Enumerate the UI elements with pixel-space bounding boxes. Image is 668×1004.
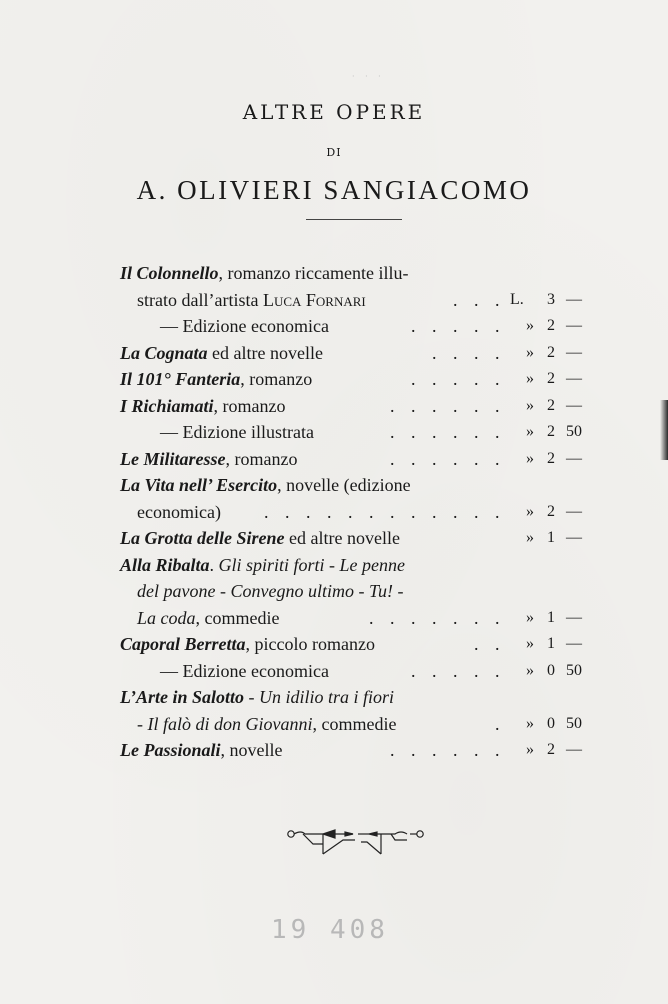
price-int: 2 — [547, 370, 555, 387]
price-int: 0 — [547, 714, 555, 732]
library-stamp: 19 408 — [271, 915, 389, 945]
italic-text: del pavone - Convegno ultimo - Tu! - — [137, 581, 404, 601]
entry-text — [137, 605, 279, 631]
price-dec: — — [566, 529, 582, 546]
author-name: A. OLIVIERI SANGIACOMO — [136, 175, 532, 205]
price-mark: » — [526, 529, 534, 546]
entry-description: , commedie — [312, 713, 397, 734]
entry-line — [0, 366, 668, 392]
entry-text — [120, 737, 283, 763]
entry-line — [0, 552, 668, 578]
italic-text: - Il falò di don Giovanni — [137, 713, 313, 734]
price-dec: 50 — [566, 423, 582, 440]
by-label: DI — [326, 146, 342, 159]
price-mark: » — [526, 396, 534, 414]
price-mark: » — [526, 449, 534, 467]
price-int: 2 — [547, 343, 555, 361]
entry-description: — Edizione economica — [160, 660, 329, 681]
dot-leader: . — [495, 713, 506, 734]
entry-text — [137, 287, 366, 313]
page-title: ALTRE OPERE — [242, 100, 426, 124]
price-int: 0 — [547, 661, 555, 679]
entry-text — [120, 631, 375, 657]
price-dec: 50 — [566, 661, 582, 679]
entry-description: , commedie — [195, 607, 280, 628]
work-title: La Cognata — [120, 342, 208, 363]
dot-leader: . . . . . . . — [369, 607, 506, 628]
work-title: L’Arte in Salotto — [120, 687, 245, 707]
entry-line — [0, 605, 668, 631]
entry-text — [120, 340, 323, 366]
price-mark: » — [526, 608, 534, 626]
entry-text — [120, 525, 400, 551]
price-dec: — — [566, 449, 582, 467]
work-title: Alla Ribalta — [120, 554, 210, 575]
entry-text — [137, 499, 221, 525]
entry-description: — Edizione economica — [160, 316, 329, 336]
entry-line — [0, 684, 668, 710]
entry-text — [120, 393, 286, 419]
entry-text — [137, 578, 403, 604]
entry-description: — Edizione illustrata — [160, 422, 314, 442]
entry-description: , romanzo riccamente illu- — [218, 263, 409, 283]
entry-line — [0, 631, 668, 657]
price-dec: — — [566, 608, 582, 626]
price-dec: — — [566, 370, 582, 387]
work-title: Le Militaresse — [120, 448, 226, 469]
dot-leader: . . . . . — [411, 316, 506, 336]
entry-line — [0, 737, 668, 763]
work-title: Caporal Berretta — [120, 634, 246, 654]
price-mark: » — [526, 502, 534, 520]
work-title: La Vita nell’ Esercito — [120, 475, 278, 495]
entry-description: ed altre novelle — [284, 528, 400, 548]
price-int: 2 — [547, 741, 555, 758]
entry-description: Luca Fornari — [262, 289, 366, 310]
price-dec: — — [566, 502, 582, 520]
dot-leader: . . . . . . — [390, 740, 506, 760]
price-int: 2 — [547, 502, 555, 520]
price-dec: 50 — [566, 714, 582, 732]
dot-leader: . . . . . . . . . . . . — [264, 501, 506, 522]
print-speck: · · · — [352, 72, 385, 81]
entry-description: , romanzo — [213, 395, 286, 416]
entry-text — [120, 472, 411, 498]
dot-leader: . . . . . — [411, 660, 506, 681]
entry-text — [120, 552, 405, 578]
entry-line — [0, 578, 668, 604]
price-dec: — — [566, 317, 582, 334]
entry-description: , novelle — [220, 740, 283, 760]
price-mark: » — [526, 317, 534, 334]
entry-description: , romanzo — [240, 369, 313, 389]
price-int: 2 — [547, 449, 555, 467]
entry-line — [0, 525, 668, 551]
entry-description: , piccolo romanzo — [245, 634, 375, 654]
entry-text — [120, 684, 394, 710]
dot-leader: . . . . — [432, 342, 506, 363]
price-mark: » — [526, 423, 534, 440]
italic-text: La coda — [137, 607, 196, 628]
work-title: Le Passionali — [120, 740, 221, 760]
entry-line — [0, 419, 668, 445]
entry-line — [0, 446, 668, 472]
entry-description: strato dall’artista — [137, 289, 263, 310]
work-title: I Richiamati — [120, 395, 214, 416]
work-title: Il Colonnello — [120, 263, 219, 283]
entry-line — [0, 658, 668, 684]
entry-text — [137, 711, 396, 737]
price-lire: L. — [510, 290, 524, 308]
price-mark: » — [526, 635, 534, 652]
italic-text: Gli spiriti forti - Le penne — [218, 554, 406, 575]
entry-text — [160, 313, 329, 339]
entry-description: , novelle (edizione — [277, 475, 411, 495]
work-title: Il 101° Fanteria — [120, 369, 241, 389]
entry-text — [120, 446, 297, 472]
entry-text — [120, 260, 408, 286]
title-rule — [306, 219, 402, 220]
entry-description: , romanzo — [225, 448, 298, 469]
italic-text: Un idilio tra i fiori — [259, 687, 395, 707]
entry-line — [0, 499, 668, 525]
dot-leader: . . . — [453, 289, 506, 310]
price-int: 1 — [547, 529, 555, 546]
price-dec: — — [566, 635, 582, 652]
price-mark: » — [526, 370, 534, 387]
entry-description: - — [244, 687, 260, 707]
entry-line — [0, 472, 668, 498]
price-mark: » — [526, 343, 534, 361]
price-int: 2 — [547, 396, 555, 414]
entry-text — [120, 366, 312, 392]
price-dec: — — [566, 290, 582, 308]
price-int: 1 — [547, 635, 555, 652]
price-mark: » — [526, 714, 534, 732]
price-int: 3 — [547, 290, 555, 308]
entry-line — [0, 393, 668, 419]
entry-text — [160, 419, 314, 445]
entry-text — [160, 658, 329, 684]
page-edge-shadow — [660, 400, 668, 460]
price-dec: — — [566, 396, 582, 414]
entry-line — [0, 313, 668, 339]
price-dec: — — [566, 741, 582, 758]
dot-leader: . . . . . — [411, 369, 506, 389]
entry-description: . — [209, 554, 219, 575]
entry-line — [0, 260, 668, 286]
entry-description: ed altre novelle — [207, 342, 323, 363]
entry-line — [0, 711, 668, 737]
price-mark: » — [526, 661, 534, 679]
price-int: 1 — [547, 608, 555, 626]
entry-line — [0, 340, 668, 366]
dot-leader: . . — [474, 634, 506, 654]
price-mark: » — [526, 741, 534, 758]
price-dec: — — [566, 343, 582, 361]
dot-leader: . . . . . . — [390, 395, 506, 416]
dot-leader: . . . . . . — [390, 422, 506, 442]
entry-line — [0, 287, 668, 313]
price-int: 2 — [547, 423, 555, 440]
ornament-divider-icon — [283, 822, 429, 856]
work-title: La Grotta delle Sirene — [120, 528, 285, 548]
entry-description: economica) — [137, 501, 221, 522]
dot-leader: . . . . . . — [390, 448, 506, 469]
price-int: 2 — [547, 317, 555, 334]
